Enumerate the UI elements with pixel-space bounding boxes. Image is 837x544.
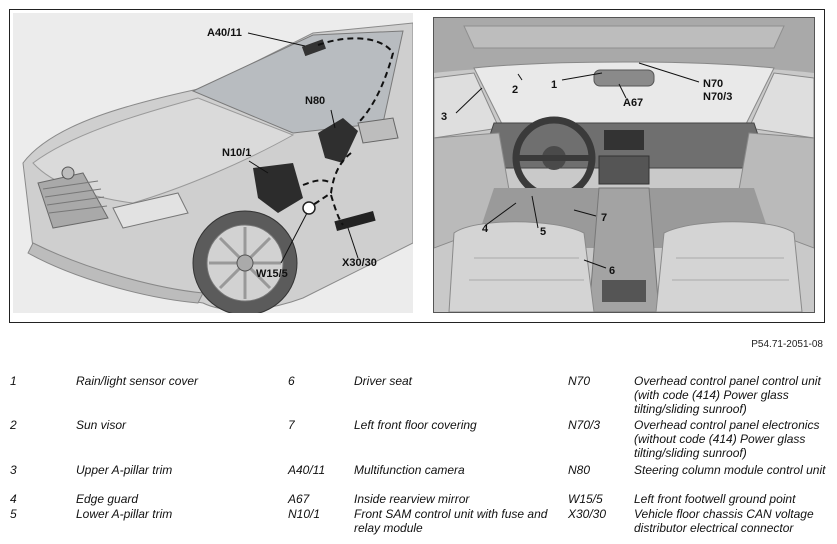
legend-code: 6 [288,374,295,388]
callout-2: 2 [512,84,519,96]
legend-desc: Steering column module control unit [634,463,826,477]
callout-n70: N70 [703,78,724,90]
legend-desc: Upper A-pillar trim [76,463,173,477]
callout-n10-1: N10/1 [222,147,252,159]
callout-1: 1 [551,79,558,91]
legend-code: A40/11 [288,463,326,477]
legend-code: A67 [288,492,310,506]
legend-code: W15/5 [568,492,603,506]
legend-desc: Driver seat [354,374,413,388]
callout-x30-30: X30/30 [342,257,377,269]
legend-code: 3 [10,463,17,477]
legend-code: N70 [568,374,591,388]
callout-7: 7 [601,212,608,224]
callout-6: 6 [609,265,616,277]
legend-desc: Front SAM control unit with fuse and relay module [354,507,548,535]
callout-n70-3: N70/3 [703,91,733,103]
callout-a67: A67 [623,97,644,109]
legend-desc: Overhead control panel control unit (with code (414) Power glass tilting/sliding sunroof) [634,374,821,416]
legend-code: 4 [10,492,17,506]
car-interior-drawing [434,18,814,312]
legend-desc: Edge guard [76,492,139,506]
callout-w15-5: W15/5 [256,268,288,280]
legend-desc: Left front floor covering [354,418,477,432]
legend-code: 5 [10,507,17,521]
legend-desc: Multifunction camera [354,463,465,477]
callout-a40-11: A40/11 [207,27,242,39]
legend-desc: Vehicle floor chassis CAN voltage distributor electrical connector [634,507,814,535]
legend-desc: Inside rearview mirror [354,492,470,506]
legend-code: 7 [288,418,295,432]
legend-code: N80 [568,463,591,477]
legend-desc: Rain/light sensor cover [76,374,199,388]
legend-code: 2 [10,418,17,432]
callout-4: 4 [482,223,489,235]
legend-desc: Sun visor [76,418,127,432]
legend-code: N10/1 [288,507,321,521]
legend-code: X30/30 [568,507,607,521]
figure-reference: P54.71-2051-08 [751,339,823,350]
callout-n80: N80 [305,95,326,107]
legend-desc: Left front footwell ground point [634,492,796,506]
car-interior-photo [433,17,815,313]
legend-code: 1 [10,374,17,388]
legend-desc: Lower A-pillar trim [76,507,173,521]
callout-5: 5 [540,226,547,238]
legend-desc: Overhead control panel electronics (without code (414) Power glass tilting/sliding sunroof) [634,418,820,460]
legend-code: N70/3 [568,418,601,432]
callout-3: 3 [441,111,448,123]
